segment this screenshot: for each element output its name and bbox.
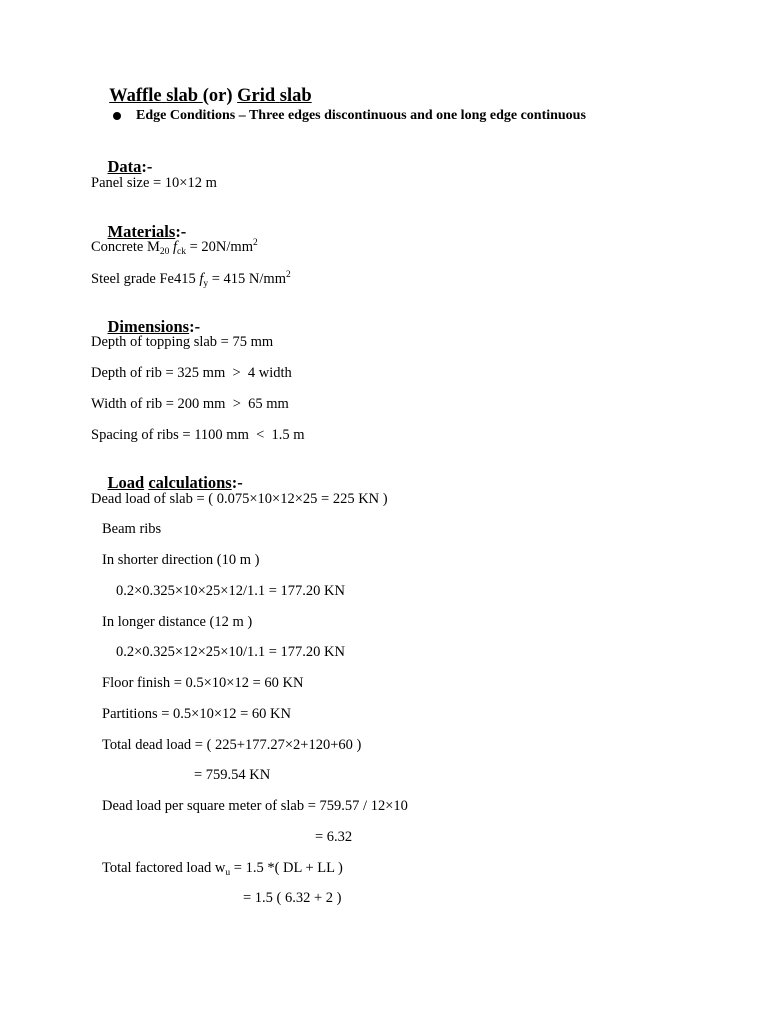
shorter-calc-line: 0.2×0.325×10×25×12/1.1 = 177.20 KN: [116, 583, 345, 599]
load-calculations-heading: Load calculations:-: [107, 472, 243, 492]
rib-width-line: Width of rib = 200 mm > 65 mm: [91, 396, 289, 412]
topping-depth-line: Depth of topping slab = 75 mm: [91, 334, 274, 350]
factored-load-line: Total factored load $w_u = 1.5$ *( DL + LL ): [102, 860, 343, 878]
longer-distance-line: In longer distance (12 m ): [102, 614, 253, 630]
dead-load-line: Dead load of slab = ( 0.075×10×12×25 = 225 KN ): [91, 491, 388, 507]
panel-size-line: Panel size = 10×12 m: [91, 175, 217, 191]
dimensions-heading: Dimensions:-: [107, 316, 201, 336]
edge-conditions-text: Edge Conditions – Three edges discontinuous and one long edge continuous: [136, 108, 586, 123]
title-word-slab: slab: [166, 85, 199, 106]
rib-spacing-line: Spacing of ribs = 1100 mm < 1.5 m: [91, 427, 305, 443]
data-heading: Data:-: [107, 156, 153, 176]
total-dead-load-result: = 759.54 KN: [194, 767, 271, 783]
concrete-line: Concrete $M_{20}$ $f_{ck} = 20N/mm^2$: [91, 238, 258, 257]
title-word-waffle: Waffle: [109, 85, 162, 106]
partitions-line: Partitions = 0.5×10×12 = 60 KN: [102, 706, 291, 722]
materials-heading: Materials:-: [107, 221, 187, 241]
dead-load-per-sqm-line: Dead load per square meter of slab = 759.57 / 12×10: [102, 798, 408, 814]
longer-calc-line: 0.2×0.325×12×25×10/1.1 = 177.20 KN: [116, 644, 345, 660]
title-word-grid: Grid: [237, 85, 276, 106]
floor-finish-line: Floor finish = 0.5×10×12 = 60 KN: [102, 675, 304, 691]
bullet-icon: [113, 112, 121, 120]
title-word-or: (or): [202, 85, 233, 106]
total-dead-load-line: Total dead load = ( 225+177.27×2+120+60 ): [102, 737, 362, 753]
beam-ribs-line: Beam ribs: [102, 521, 162, 537]
dead-load-per-sqm-result: = 6.32: [315, 829, 353, 845]
factored-load-result: = 1.5 ( 6.32 + 2 ): [243, 890, 342, 906]
rib-depth-line: Depth of rib = 325 mm > 4 width: [91, 365, 292, 381]
title-word-slab-2: slab: [279, 85, 312, 106]
steel-grade-line: Steel grade Fe415 $f_y = 415$ $N/mm^2$: [91, 270, 291, 289]
shorter-direction-line: In shorter direction (10 m ): [102, 552, 260, 568]
